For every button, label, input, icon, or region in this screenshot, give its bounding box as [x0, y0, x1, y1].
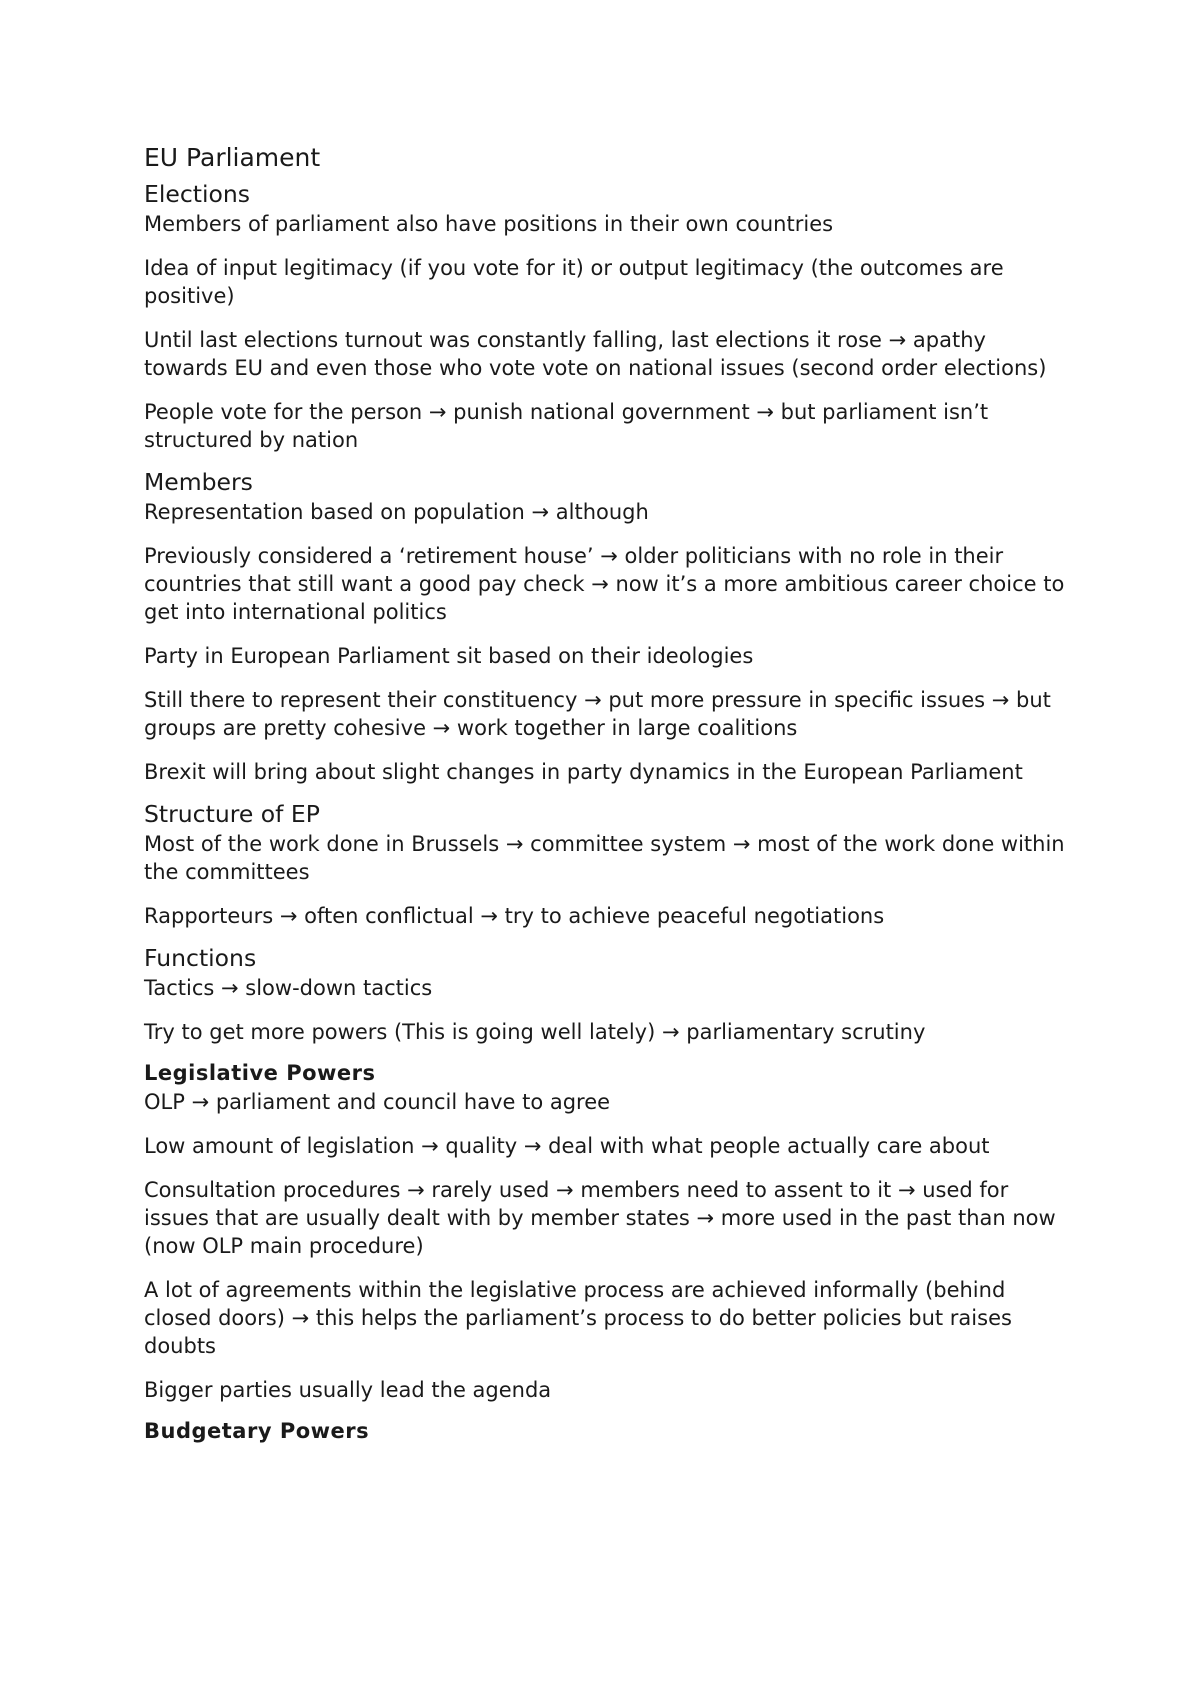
document-title: EU Parliament — [144, 143, 321, 172]
section-budgetary-powers — [144, 1416, 1074, 1446]
document-body — [144, 178, 1074, 1446]
paragraph: Still there to represent their constituency → put more pressure in specific issues → but groups are pretty cohesive → work together in large coalitions — [144, 688, 1051, 740]
paragraph: Most of the work done in Brussels → committee system → most of the work done within the committees — [144, 832, 1065, 884]
section-heading: Members — [144, 468, 253, 496]
paragraph: Tactics → slow-down tactics — [144, 976, 433, 1000]
paragraph: Until last elections turnout was constantly falling, last elections it rose → apathy towards EU and even those who vote vote on national issues (second order elections) — [144, 328, 1047, 380]
section-heading: Budgetary Powers — [144, 1419, 370, 1443]
paragraph: Brexit will bring about slight changes in party dynamics in the European Parliament — [144, 760, 1023, 784]
section-legislative-powers — [144, 1058, 1074, 1404]
paragraph: Previously considered a ‘retirement house’ → older politicians with no role in their countries that still want a good pay check → now it’s a more ambitious career choice to get into international politics — [144, 544, 1065, 624]
paragraph: Representation based on population → although — [144, 500, 649, 524]
section-members — [144, 466, 1074, 786]
paragraph: Members of parliament also have positions in their own countries — [144, 212, 834, 236]
paragraph: Party in European Parliament sit based on their ideologies — [144, 644, 754, 668]
paragraph: Consultation procedures → rarely used → members need to assent to it → used for issues that are usually dealt with by member states → more used in the past than now (now OLP main procedure) — [144, 1178, 1056, 1258]
section-heading: Structure of EP — [144, 800, 320, 828]
section-structure-of-ep — [144, 798, 1074, 930]
section-heading: Elections — [144, 180, 251, 208]
section-elections — [144, 178, 1074, 454]
section-functions — [144, 942, 1074, 1046]
section-heading: Functions — [144, 944, 257, 972]
paragraph: Try to get more powers (This is going well lately) → parliamentary scrutiny — [144, 1020, 926, 1044]
paragraph: Idea of input legitimacy (if you vote for it) or output legitimacy (the outcomes are positive) — [144, 256, 1004, 308]
paragraph: People vote for the person → punish national government → but parliament isn’t structured by nation — [144, 400, 989, 452]
paragraph: Rapporteurs → often conflictual → try to achieve peaceful negotiations — [144, 904, 885, 928]
paragraph: OLP → parliament and council have to agree — [144, 1090, 611, 1114]
paragraph: Bigger parties usually lead the agenda — [144, 1378, 552, 1402]
paragraph: Low amount of legislation → quality → deal with what people actually care about — [144, 1134, 990, 1158]
document-page — [144, 140, 1074, 1446]
section-heading: Legislative Powers — [144, 1061, 376, 1085]
paragraph: A lot of agreements within the legislative process are achieved informally (behind closed doors) → this helps the parliament’s process to do better policies but raises doubts — [144, 1278, 1012, 1358]
